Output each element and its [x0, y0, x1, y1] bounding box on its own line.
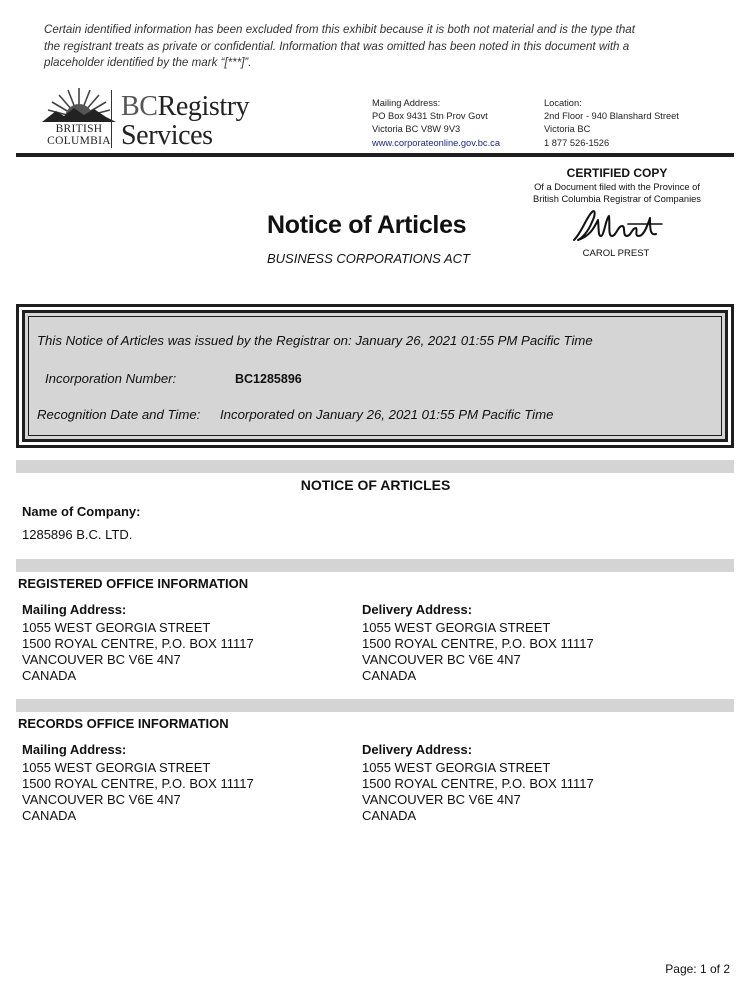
incorporation-number: BC1285896: [235, 372, 302, 386]
website-link[interactable]: www.corporateonline.gov.bc.ca: [372, 137, 500, 148]
province-name: [30, 124, 128, 147]
company-name-label: Name of Company:: [22, 504, 141, 519]
address-line: VANCOUVER BC V6E 4N7: [22, 792, 181, 807]
disclaimer-text: [44, 22, 734, 72]
address-line: 1055 WEST GEORGIA STREET: [22, 620, 211, 635]
address-line: 1500 ROYAL CENTRE, P.O. BOX 11117: [22, 636, 254, 651]
recognition-value: Incorporated on January 26, 2021 01:55 PM Pacific Time: [220, 407, 554, 422]
disclaimer-line-2: the registrant treats as private or confidential. Information that was omitted has been noted in this document with a: [44, 39, 630, 53]
certified-copy-description: [505, 181, 729, 205]
certified-copy-title: CERTIFIED COPY: [566, 166, 668, 180]
registrar-name: CAROL PREST: [582, 248, 650, 259]
mailing-address-line-2: Victoria BC V8W 9V3: [372, 124, 461, 135]
mailing-address-block: [372, 97, 500, 150]
brand-services: Services: [121, 120, 213, 151]
brand-bc: BC: [121, 91, 158, 122]
address-line: VANCOUVER BC V6E 4N7: [362, 652, 521, 667]
records-mailing-address: [22, 760, 254, 824]
province-line-1: BRITISH: [55, 123, 103, 135]
document-title: Notice of Articles: [267, 211, 467, 239]
address-line: CANADA: [362, 808, 417, 823]
address-line: 1500 ROYAL CENTRE, P.O. BOX 11117: [362, 776, 594, 791]
phone-number: 1 877 526-1526: [544, 137, 610, 148]
address-line: 1055 WEST GEORGIA STREET: [362, 620, 551, 635]
records-office-title: RECORDS OFFICE INFORMATION: [18, 716, 229, 731]
company-name: 1285896 B.C. LTD.: [22, 527, 133, 542]
location-label: Location:: [544, 98, 582, 108]
records-delivery-label: Delivery Address:: [362, 742, 473, 757]
registered-office-title: REGISTERED OFFICE INFORMATION: [18, 576, 249, 591]
disclaimer-line-1: Certain identified information has been excluded from this exhibit because it is both not material and is the type that: [44, 23, 635, 36]
incorporation-number-label: Incorporation Number:: [45, 371, 177, 386]
address-line: 1055 WEST GEORGIA STREET: [22, 760, 211, 775]
registered-mailing-label: Mailing Address:: [22, 602, 127, 617]
address-line: 1055 WEST GEORGIA STREET: [362, 760, 551, 775]
registered-delivery-label: Delivery Address:: [362, 602, 473, 617]
document-subtitle: BUSINESS CORPORATIONS ACT: [267, 251, 470, 266]
location-line-2: Victoria BC: [544, 124, 591, 135]
location-block: [544, 97, 679, 150]
section-band: [16, 699, 734, 712]
address-line: 1500 ROYAL CENTRE, P.O. BOX 11117: [22, 776, 254, 791]
location-line-1: 2nd Floor - 940 Blanshard Street: [544, 111, 679, 122]
section-band: [16, 559, 734, 572]
province-line-2: COLUMBIA: [47, 134, 111, 147]
address-line: VANCOUVER BC V6E 4N7: [362, 792, 521, 807]
disclaimer-line-3: placeholder identified by the mark “[***]”.: [44, 56, 252, 69]
brand-registry: Registry: [157, 91, 250, 122]
address-line: CANADA: [22, 808, 77, 823]
certified-line-1: Of a Document filed with the Province of: [534, 182, 700, 192]
registered-mailing-address: [22, 620, 254, 684]
address-line: CANADA: [362, 668, 417, 683]
page-number: Page: 1 of 2: [665, 962, 730, 976]
brand-divider: [111, 90, 112, 148]
registrar-signature-icon: [568, 206, 668, 246]
mailing-address-line-1: PO Box 9431 Stn Prov Govt: [372, 111, 488, 122]
registered-delivery-address: [362, 620, 594, 684]
mailing-address-label: Mailing Address:: [372, 98, 441, 108]
header-rule: [16, 153, 734, 157]
records-mailing-label: Mailing Address:: [22, 742, 127, 757]
bc-registry-services-brand: [121, 92, 249, 150]
address-line: CANADA: [22, 668, 77, 683]
section-band: [16, 460, 734, 473]
certified-line-2: British Columbia Registrar of Companies: [533, 194, 701, 204]
records-delivery-address: [362, 760, 594, 824]
issued-statement: This Notice of Articles was issued by the Registrar on: January 26, 2021 01:55 PM Pacific Time: [37, 333, 593, 348]
address-line: 1500 ROYAL CENTRE, P.O. BOX 11117: [362, 636, 594, 651]
recognition-label: Recognition Date and Time:: [37, 407, 201, 422]
address-line: VANCOUVER BC V6E 4N7: [22, 652, 181, 667]
notice-of-articles-heading: NOTICE OF ARTICLES: [300, 477, 451, 493]
